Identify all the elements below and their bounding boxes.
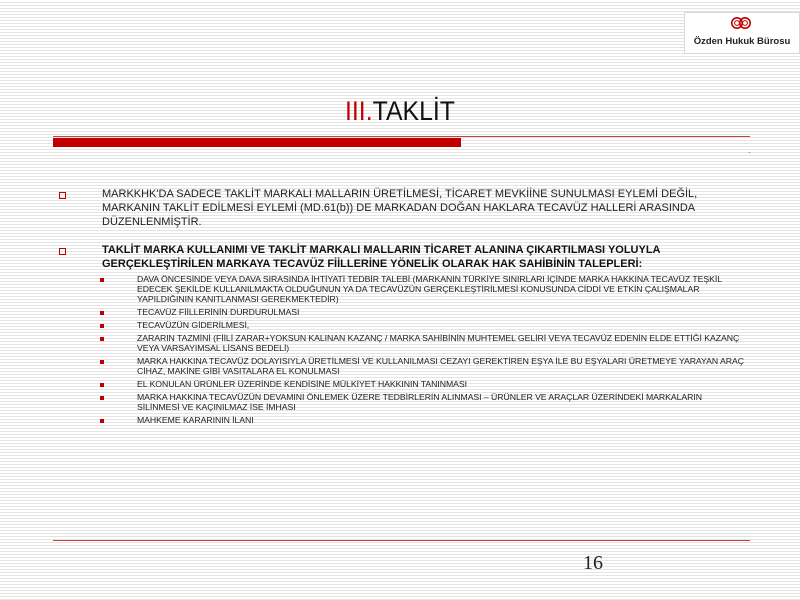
sub-bullet-list	[100, 274, 746, 425]
interlocking-rings-logo-icon	[729, 16, 753, 30]
filled-square-bullet-icon	[100, 360, 104, 364]
company-logo	[684, 12, 800, 54]
bullet-item	[56, 243, 746, 428]
logo-text: Özden Hukuk Bürosu	[693, 36, 791, 47]
bullet-text: TAKLİT MARKA KULLANIMI VE TAKLİT MARKALI MALLARIN TİCARET ALANINA ÇIKARTILMASI YOLUYLA GERÇEKLEŞTİRİLEN MARKAYA TECAVÜZ FİİLLERİNE YÖNELİK OLARAK HAK SAHİBİNİN TALEPLERİ:	[102, 244, 661, 270]
footer-divider	[53, 540, 750, 541]
title-text: TAKLİT	[372, 96, 455, 126]
filled-square-bullet-icon	[100, 311, 104, 315]
filled-square-bullet-icon	[100, 383, 104, 387]
divider-mark: .	[748, 145, 751, 155]
sub-bullet-item: MAHKEME KARARININ İLANI	[100, 415, 746, 425]
title-number: III.	[345, 96, 373, 126]
filled-square-bullet-icon	[100, 337, 104, 341]
square-bullet-icon	[59, 192, 66, 199]
filled-square-bullet-icon	[100, 324, 104, 328]
title-divider-top	[53, 136, 750, 137]
filled-square-bullet-icon	[100, 419, 104, 423]
sub-bullet-item: TECAVÜZ FİİLLERİNİN DURDURULMASI	[100, 307, 746, 317]
title-accent-bar	[53, 138, 461, 147]
page-number: 16	[583, 552, 603, 574]
sub-bullet-item: DAVA ÖNCESİNDE VEYA DAVA SIRASINDA İHTİYATİ TEDBİR TALEBİ (MARKANIN TÜRKİYE SINIRLARI İÇİNDE MARKA HAKKINA TECAVÜZ TEŞKİL EDECEK ŞEKİLDE KULLANILMAKTA OLDUĞUNUN YA DA TECAVÜZÜN GERÇEKLEŞTİRİLMESİ KONUSUNDA CİDDİ VE ETKİN ÇALIŞMALAR YAPILDIĞININ KANITLANMASI GEREKMEKTEDİR)	[100, 274, 746, 304]
sub-bullet-item: ZARARIN TAZMİNİ (FİİLİ ZARAR+YOKSUN KALINAN KAZANÇ / MARKA SAHİBİNİN MUHTEMEL GELİRİ VEYA TECAVÜZ EDENİN ELDE ETTİĞİ KAZANÇ VEYA VARSAYIMSAL LİSANS BEDELİ)	[100, 333, 746, 353]
square-bullet-icon	[59, 248, 66, 255]
slide-body	[56, 187, 746, 437]
sub-bullet-item: MARKA HAKKINA TECAVÜZÜN DEVAMINI ÖNLEMEK ÜZERE TEDBİRLERİN ALINMASI – ÜRÜNLER VE ARAÇLAR ÜZERİNDEKİ MARKALARIN SİLİNMESİ VE KAÇINILMAZ İSE İMHASI	[100, 392, 746, 412]
sub-bullet-item: MARKA HAKKINA TECAVÜZ DOLAYISIYLA ÜRETİLMESİ VE KULLANILMASI CEZAYI GEREKTİREN EŞYA İLE BU EŞYALARI ÜRETMEYE YARAYAN ARAÇ CİHAZ, MAKİNE GİBİ VASITALARA EL KONULMASI	[100, 356, 746, 376]
bullet-item	[56, 187, 746, 229]
filled-square-bullet-icon	[100, 396, 104, 400]
bullet-text: MARKKHK'DA SADECE TAKLİT MARKALI MALLARIN ÜRETİLMESİ, TİCARET MEVKİİNE SUNULMASI EYLEMİ DEĞİL, MARKANIN TAKLİT EDİLMESİ EYLEMİ (MD.61(b)) DE MARKADAN DOĞAN HAKLARA TECAVÜZ HALLERİ ARASINDA DÜZENLENMİŞTİR.	[102, 188, 698, 228]
slide-title	[32, 93, 768, 129]
sub-bullet-item: TECAVÜZÜN GİDERİLMESİ,	[100, 320, 746, 330]
filled-square-bullet-icon	[100, 278, 104, 282]
sub-bullet-item: EL KONULAN ÜRÜNLER ÜZERİNDE KENDİSİNE MÜLKİYET HAKKININ TANINMASI	[100, 379, 746, 389]
